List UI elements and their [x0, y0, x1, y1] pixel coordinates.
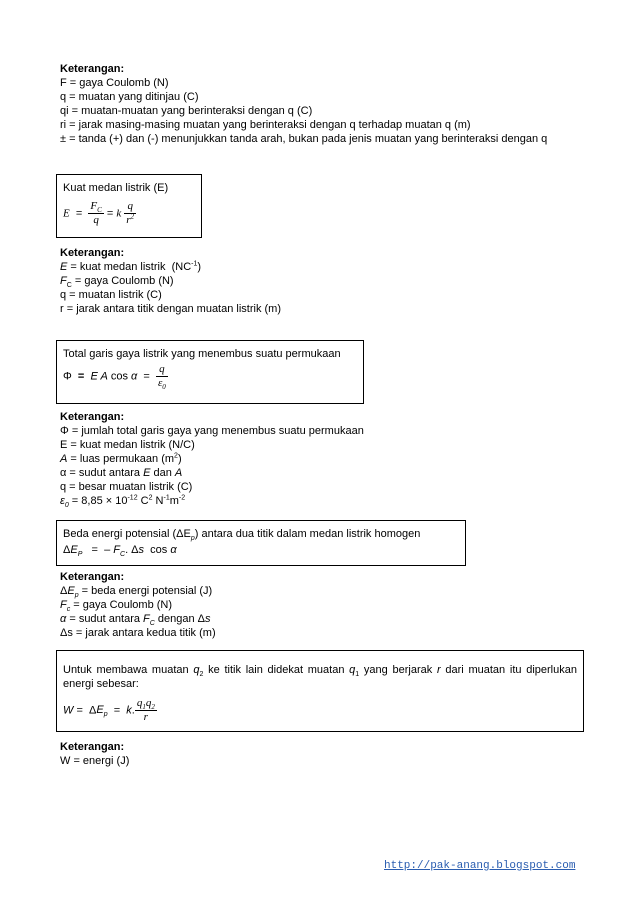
legend-line: $F_c$ = gaya Coulomb (N): [60, 599, 173, 614]
legend-line: q = muatan yang ditinjau (C): [60, 91, 199, 103]
legend-heading: Keterangan:: [60, 247, 125, 259]
formula-box-electric-field: [56, 174, 202, 238]
legend-section-field: [60, 246, 580, 316]
legend-line: q = muatan listrik (C): [60, 289, 162, 301]
legend-heading: Keterangan:: [60, 571, 125, 583]
footer-url-link[interactable]: http://pak-anang.blogspot.com: [384, 860, 576, 872]
legend-heading: Keterangan:: [60, 411, 125, 423]
legend-section-potential: [60, 570, 580, 640]
legend-line: E = kuat medan listrik $(NC^{-1})$: [60, 260, 202, 273]
legend-line: F = gaya Coulomb (N): [60, 77, 169, 89]
formula-box-title: Untuk membawa muatan $q_2$ ke titik lain didekat muatan $q_1$ yang berjarak r dari muatan itu diperlukan energi sebesar:: [63, 664, 577, 690]
formula-box-flux: [56, 340, 364, 404]
legend-line: $\varepsilon_0 = 8,85 \times 10^{-12}$ $C^2$ $N^{-1}m^{-2}$: [60, 494, 186, 510]
legend-line: E = kuat medan listrik (N/C): [60, 439, 195, 451]
legend-heading: Keterangan:: [60, 741, 125, 753]
legend-line: α = sudut antara E dan A: [60, 467, 183, 479]
legend-line: $F_C$ = gaya Coulomb (N): [60, 275, 174, 290]
formula-box-title: Beda energi potensial $(\Delta E_p)$ antara dua titik dalam medan listrik homogen: [63, 528, 421, 543]
legend-note: ± = tanda (+) dan (-) menunjukkan tanda arah, bukan pada jenis muatan yang berinteraksi dengan q: [60, 133, 548, 145]
formula-box-potential-energy: [56, 520, 466, 566]
legend-section-work: [60, 740, 580, 768]
legend-line: q = besar muatan listrik (C): [60, 481, 193, 493]
legend-heading: Keterangan:: [60, 63, 125, 75]
formula-electric-field: E = $\frac{F_C}{q}$ = k $\frac{q}{r^2}$: [63, 200, 135, 226]
legend-line: $\Delta E_p$ = beda energi potensial (J): [60, 585, 213, 600]
legend-line: Δs = jarak antara kedua titik (m): [60, 627, 216, 639]
formula-box-work: [56, 650, 584, 732]
legend-line: qi = muatan-muatan yang berinteraksi dengan q (C): [60, 105, 313, 117]
legend-section-flux: [60, 410, 580, 508]
formula-potential-energy: $\Delta E_P$ = – $F_C$. Δs cos α: [63, 544, 177, 559]
legend-line: Φ = jumlah total garis gaya yang menembus suatu permukaan: [60, 425, 364, 437]
legend-line: W = energi (J): [60, 755, 130, 767]
formula-work: $W = \Delta E_p = k$. $\frac{q_1q_2}{r}$: [63, 697, 155, 723]
formula-box-title: Kuat medan listrik (E): [63, 182, 169, 194]
legend-line: r = jarak antara titik dengan muatan listrik (m): [60, 303, 282, 315]
formula-flux: Φ = E A cos α = $\frac{q}{\varepsilon_0}$: [63, 363, 166, 392]
legend-line: ri = jarak masing-masing muatan yang berinteraksi dengan q terhadap muatan q (m): [60, 119, 471, 131]
formula-box-title: Total garis gaya listrik yang menembus suatu permukaan: [63, 348, 341, 360]
legend-line: A = luas permukaan $(m^2)$: [60, 452, 182, 465]
legend-section-coulomb: [60, 62, 580, 146]
legend-line: α = sudut antara $F_C$ dengan Δs: [60, 613, 211, 628]
